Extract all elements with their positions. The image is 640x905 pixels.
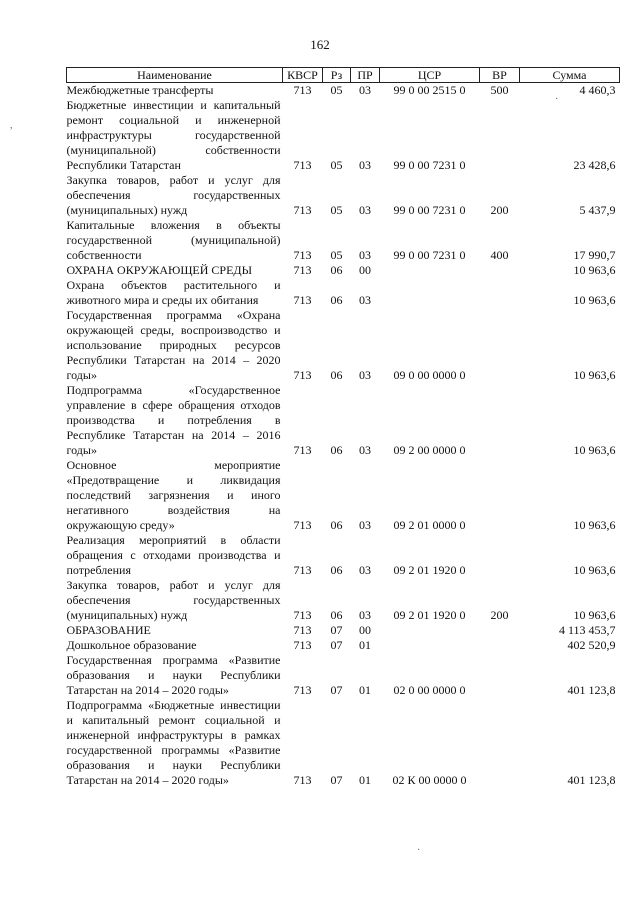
row-sum: 401 123,8: [567, 773, 616, 787]
row-csr: 02 0 00 0000 0: [393, 683, 466, 697]
scan-mark: ·: [417, 845, 421, 856]
row-kvsr: 713: [293, 608, 312, 622]
row-csr: 09 2 01 1920 0: [393, 608, 466, 622]
row-sum: 10 963,6: [573, 443, 616, 457]
row-csr: [380, 263, 480, 278]
row-rz: 07: [330, 773, 343, 787]
row-name: Закупка товаров, работ и услуг для обеспечения государственных (муниципальных) нужд: [66, 173, 281, 217]
row-sum: 10 963,6: [573, 608, 616, 622]
row-sum: 10 963,6: [573, 518, 616, 532]
row-name: Дошкольное образование: [66, 638, 197, 652]
header-csr: ЦСР: [380, 68, 480, 83]
row-sum: 5 437,9: [579, 203, 616, 217]
row-vr: [480, 458, 520, 533]
table-row: [67, 578, 620, 623]
row-csr: 02 К 00 0000 0: [392, 773, 467, 787]
row-vr: [480, 383, 520, 458]
row-csr: 99 0 00 2515 0: [393, 83, 466, 97]
header-sum: Сумма: [520, 68, 620, 83]
header-name: Наименование: [67, 68, 283, 83]
row-pr: 03: [359, 563, 371, 577]
row-name: Реализация мероприятий в области обращения с отходами производства и потребления: [66, 533, 281, 577]
row-sum: 10 963,6: [573, 563, 616, 577]
row-pr: 03: [359, 443, 371, 457]
row-rz: 06: [330, 368, 343, 382]
table-body: [67, 83, 620, 789]
row-csr: [380, 638, 480, 653]
row-pr: 03: [359, 608, 371, 622]
row-name: Межбюджетные трансферты: [66, 83, 214, 97]
row-rz: 06: [330, 563, 343, 577]
row-sum: 10 963,6: [573, 293, 616, 307]
row-vr: 400: [490, 248, 509, 262]
row-pr: 03: [359, 83, 371, 97]
row-name: Подпрограмма «Бюджетные инвестиции и капитальный ремонт социальной и инженерной инфраструктуры в рамках государственной программы «Развитие образования и науки Республики Татарстан на 2014 – 2020 годы»: [66, 698, 281, 787]
row-pr: 03: [359, 248, 371, 262]
row-csr: 09 2 01 1920 0: [393, 563, 466, 577]
row-name: ОБРАЗОВАНИЕ: [66, 623, 151, 637]
row-pr: 03: [359, 293, 371, 307]
row-rz: 07: [330, 623, 343, 637]
row-kvsr: 713: [293, 623, 312, 637]
table-row: [67, 623, 620, 638]
row-sum: 23 428,6: [573, 158, 616, 172]
row-name: Государственная программа «Развитие образования и науки Республики Татарстан на 2014 – 2020 годы»: [66, 653, 281, 697]
table-row: [67, 278, 620, 308]
row-vr: [480, 308, 520, 383]
row-rz: 05: [330, 83, 343, 97]
table-row: [67, 638, 620, 653]
budget-table: [66, 67, 620, 788]
page-number: 162: [310, 37, 330, 52]
row-pr: 03: [359, 158, 371, 172]
row-rz: 06: [330, 518, 343, 532]
row-name: Подпрограмма «Государственное управление в сфере обращения отходов производства и потребления в Республике Татарстан на 2014 – 2016 годы»: [66, 383, 281, 457]
row-csr: 99 0 00 7231 0: [393, 158, 466, 172]
row-kvsr: 713: [293, 518, 312, 532]
row-kvsr: 713: [293, 203, 312, 217]
table-row: [67, 383, 620, 458]
row-vr: [480, 278, 520, 308]
row-csr: 99 0 00 7231 0: [393, 248, 466, 262]
row-kvsr: 713: [293, 248, 312, 262]
row-vr: [480, 98, 520, 173]
row-kvsr: 713: [293, 158, 312, 172]
row-name: Бюджетные инвестиции и капитальный ремонт социальной и инженерной инфраструктуры государственной (муниципальной) собственности Республики Татарстан: [66, 98, 281, 172]
row-rz: 05: [330, 203, 343, 217]
row-pr: 03: [359, 203, 371, 217]
row-sum: 17 990,7: [573, 248, 616, 262]
row-vr: [480, 533, 520, 578]
row-kvsr: 713: [293, 368, 312, 382]
row-kvsr: 713: [293, 638, 312, 652]
table-row: [67, 173, 620, 218]
table-row: [67, 653, 620, 698]
scan-mark: ,: [10, 120, 13, 131]
row-rz: 06: [330, 608, 343, 622]
row-sum: 10 963,6: [573, 263, 616, 277]
row-kvsr: 713: [293, 443, 312, 457]
row-rz: 05: [330, 248, 343, 262]
row-csr: 09 0 00 0000 0: [393, 368, 466, 382]
row-pr: 03: [359, 368, 371, 382]
table-header-row: [67, 68, 620, 83]
row-vr: 500: [490, 83, 509, 97]
table-row: [67, 98, 620, 173]
row-vr: [480, 263, 520, 278]
row-csr: [380, 278, 480, 308]
row-name: Государственная программа «Охрана окружающей среды, воспроизводство и использование природных ресурсов Республики Татарстан на 2014 – 2020 годы»: [66, 308, 281, 382]
row-pr: 01: [359, 683, 371, 697]
row-sum: 4 113 453,7: [558, 623, 616, 637]
table-row: [67, 308, 620, 383]
row-rz: 07: [330, 638, 343, 652]
row-name: Основное мероприятие «Предотвращение и ликвидация последствий загрязнения и иного негативного воздействия на окружающую среду»: [66, 458, 281, 532]
header-kvsr: КВСР: [283, 68, 323, 83]
row-vr: [480, 653, 520, 698]
row-vr: [480, 638, 520, 653]
table-row: [67, 698, 620, 788]
table-row: [67, 263, 620, 278]
row-pr: 03: [359, 518, 371, 532]
row-kvsr: 713: [293, 773, 312, 787]
row-vr: [480, 623, 520, 638]
row-kvsr: 713: [293, 683, 312, 697]
row-rz: 07: [330, 683, 343, 697]
row-rz: 06: [330, 263, 343, 277]
row-sum: 402 520,9: [567, 638, 616, 652]
row-name: ОХРАНА ОКРУЖАЮЩЕЙ СРЕДЫ: [66, 263, 253, 277]
table-row: [67, 533, 620, 578]
row-csr: 09 2 00 0000 0: [393, 443, 466, 457]
row-pr: 01: [359, 773, 371, 787]
row-sum: 401 123,8: [567, 683, 616, 697]
row-sum: 4 460,3: [579, 83, 616, 97]
row-sum: 10 963,6: [573, 368, 616, 382]
table-row: [67, 458, 620, 533]
row-pr: 00: [359, 263, 371, 277]
row-kvsr: 713: [293, 263, 312, 277]
row-pr: 01: [359, 638, 371, 652]
table-row: [67, 218, 620, 263]
row-pr: 00: [359, 623, 371, 637]
row-rz: 06: [330, 443, 343, 457]
scan-mark: ·: [555, 94, 559, 105]
row-kvsr: 713: [293, 83, 312, 97]
row-csr: 09 2 01 0000 0: [393, 518, 466, 532]
row-vr: [480, 698, 520, 788]
header-vr: ВР: [480, 68, 520, 83]
header-rz: Рз: [323, 68, 351, 83]
row-name: Капитальные вложения в объекты государственной (муниципальной) собственности: [66, 218, 281, 262]
row-vr: 200: [490, 608, 509, 622]
row-kvsr: 713: [293, 293, 312, 307]
row-rz: 06: [330, 293, 343, 307]
header-pr: ПР: [351, 68, 380, 83]
row-vr: 200: [490, 203, 509, 217]
table-row: [67, 83, 620, 99]
row-name: Закупка товаров, работ и услуг для обеспечения государственных (муниципальных) нужд: [66, 578, 281, 622]
row-csr: 99 0 00 7231 0: [393, 203, 466, 217]
row-name: Охрана объектов растительного и животного мира и среды их обитания: [66, 278, 281, 307]
row-csr: [380, 623, 480, 638]
row-rz: 05: [330, 158, 343, 172]
row-kvsr: 713: [293, 563, 312, 577]
